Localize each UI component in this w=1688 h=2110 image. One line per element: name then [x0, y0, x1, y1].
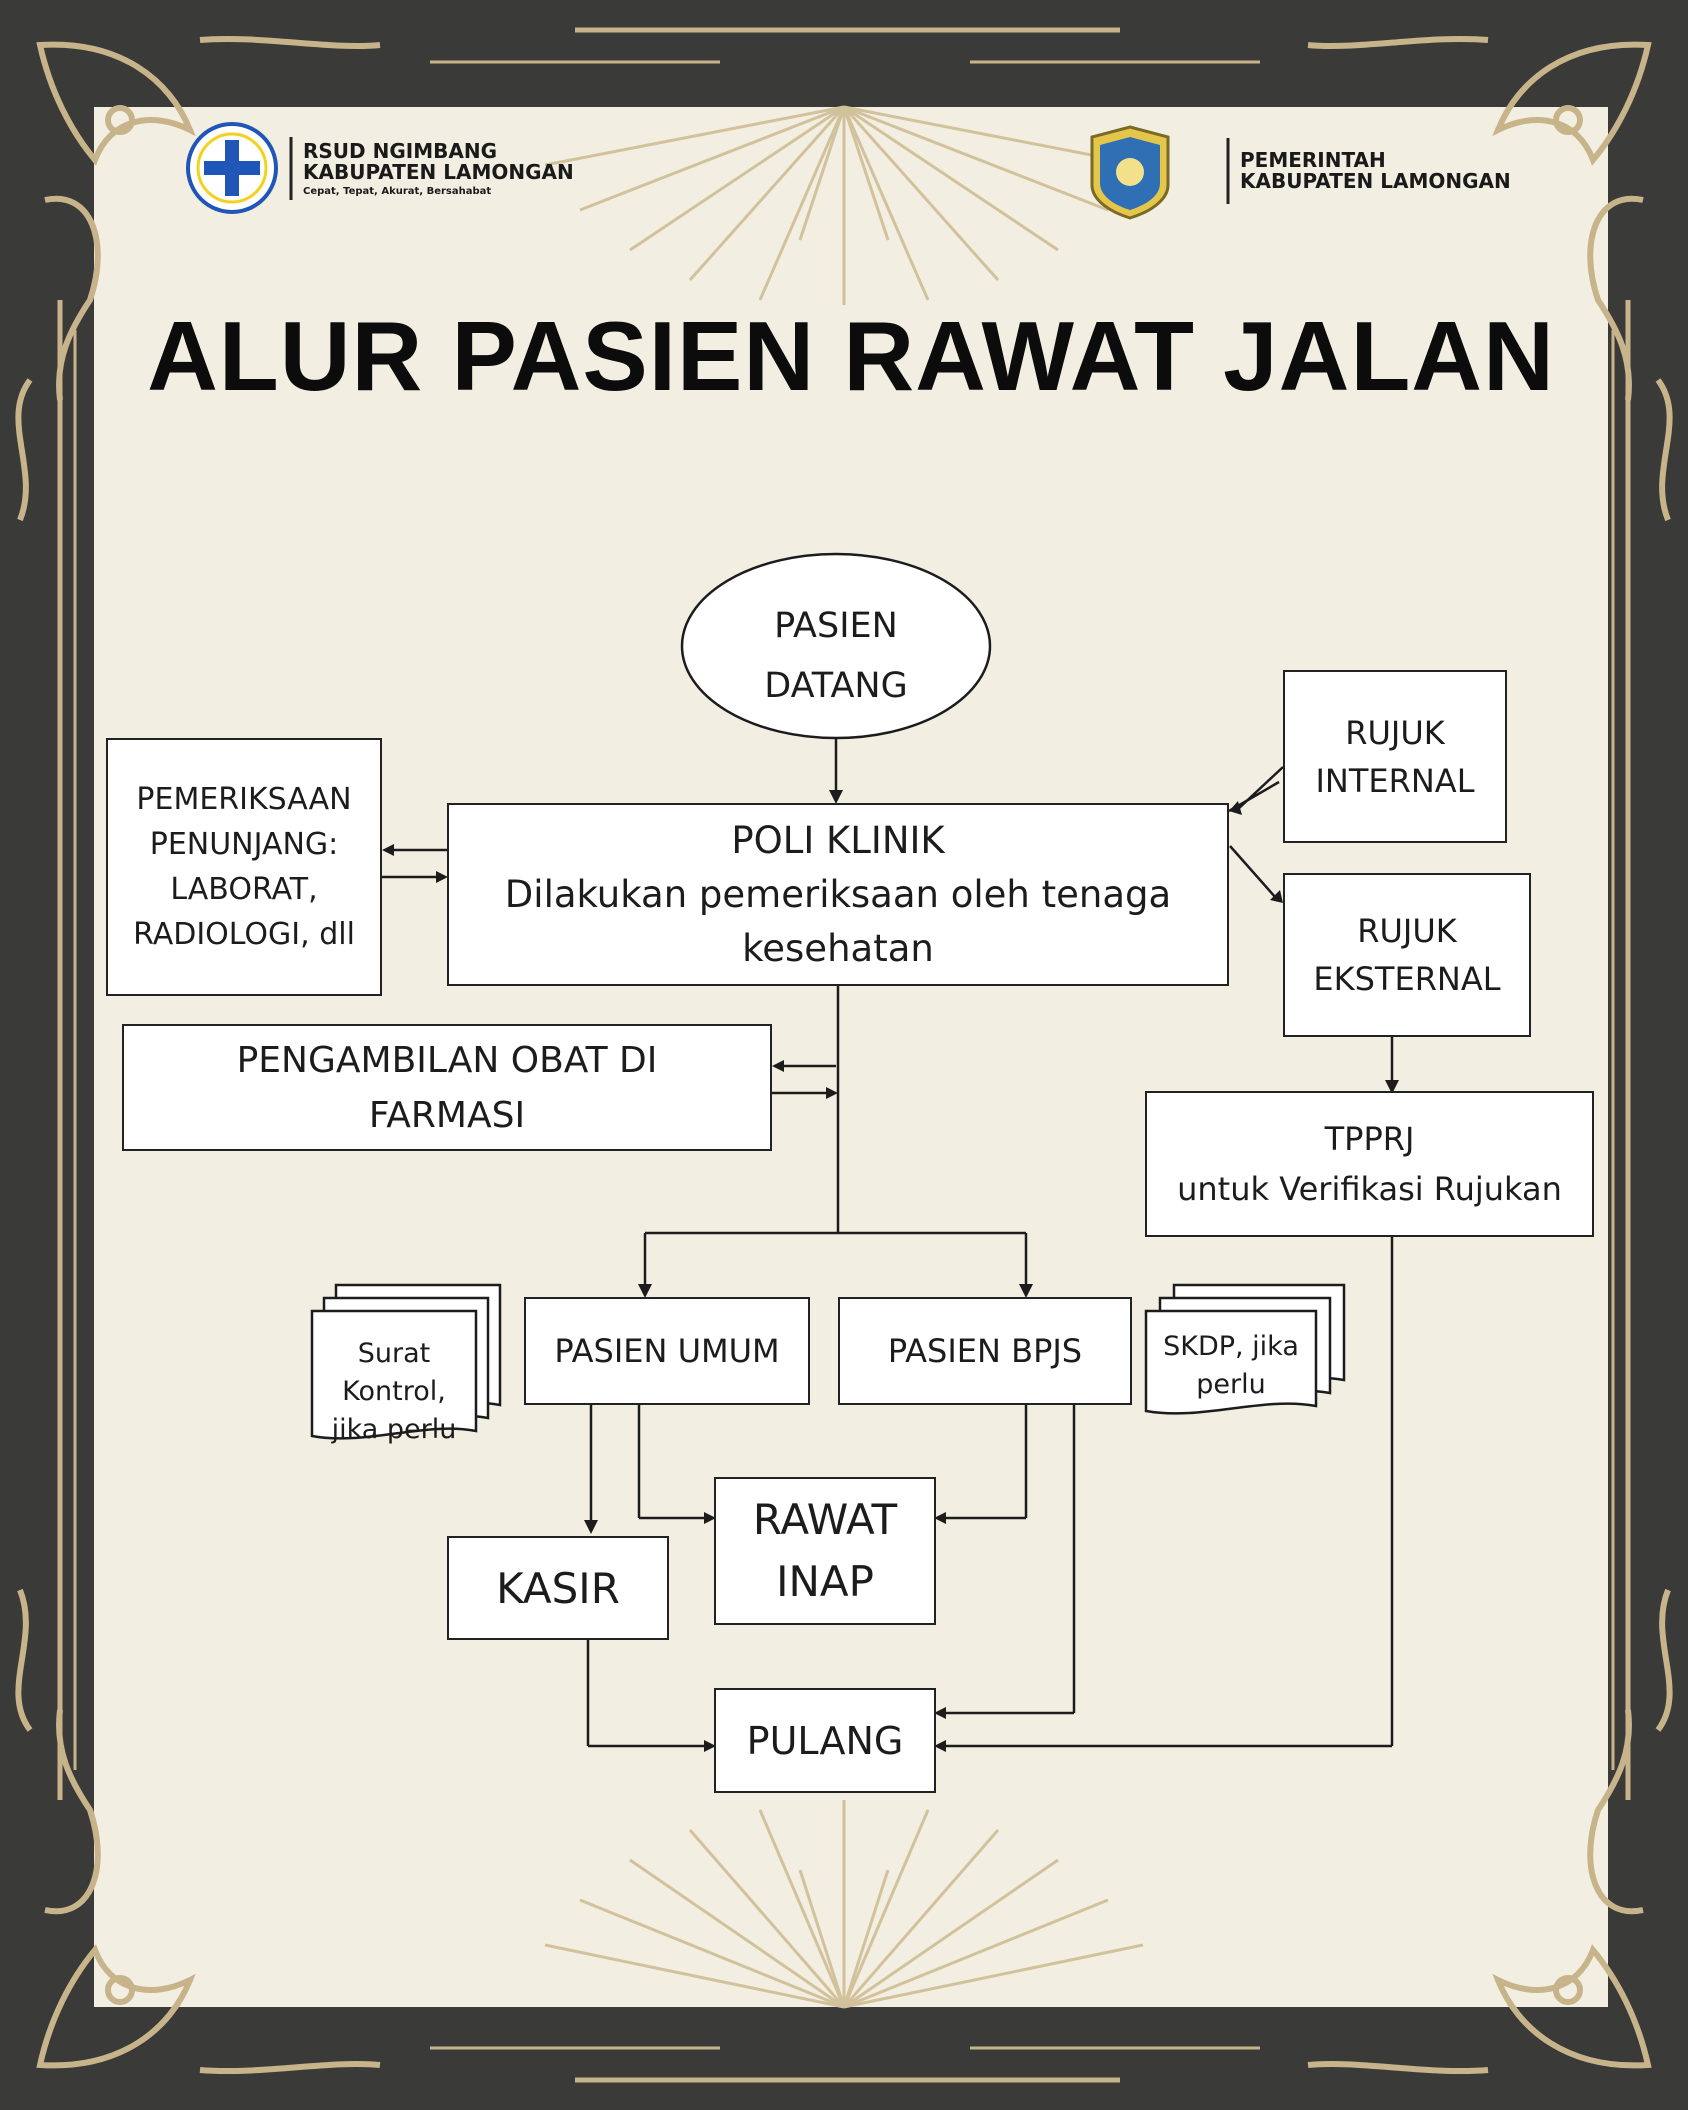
node-farmasi-line1: PENGAMBILAN OBAT DI [236, 1039, 658, 1081]
org-left-name [303, 141, 574, 198]
node-kasir [447, 1536, 669, 1640]
node-pasien-umum [524, 1297, 810, 1405]
doc-left-line2: Kontrol, [342, 1376, 446, 1407]
node-penunjang-line2: PENUNJANG: [149, 827, 339, 862]
node-start-line1: PASIEN [774, 606, 898, 646]
doc-surat-kontrol-label [312, 1335, 476, 1449]
doc-right-line1: SKDP, jika [1163, 1331, 1299, 1362]
node-pasien-umum-label: PASIEN UMUM [554, 1332, 780, 1370]
doc-left-line1: Surat [357, 1338, 431, 1369]
node-poli-desc1: Dilakukan pemeriksaan oleh tenaga [504, 872, 1172, 916]
node-rujuk-eksternal-line1: RUJUK [1357, 912, 1457, 950]
node-penunjang-line1: PEMERIKSAAN [136, 782, 352, 817]
node-penunjang-line4: RADIOLOGI, dll [133, 917, 355, 952]
org-left-line2: KABUPATEN LAMONGAN [303, 160, 574, 184]
page-title: ALUR PASIEN RAWAT JALAN [147, 301, 1555, 411]
org-right-line2: KABUPATEN LAMONGAN [1240, 169, 1511, 193]
node-poli-klinik [447, 803, 1229, 986]
node-tpprj-line1: TPPRJ [1324, 1120, 1415, 1158]
rsud-cross-logo [188, 124, 276, 212]
org-right-name [1240, 150, 1511, 192]
lamongan-regency-shield [1092, 127, 1168, 218]
node-rawat-inap [714, 1477, 936, 1625]
node-rujuk-eksternal-line2: EKSTERNAL [1313, 960, 1501, 998]
node-rujuk-eksternal [1283, 873, 1531, 1037]
doc-right-line2: perlu [1196, 1369, 1266, 1400]
doc-skdp-label [1146, 1328, 1316, 1404]
node-pulang [714, 1688, 936, 1793]
node-farmasi [122, 1024, 772, 1151]
node-poli-title: POLI KLINIK [731, 818, 945, 862]
node-tpprj-line2: untuk Verifikasi Rujukan [1177, 1170, 1562, 1208]
node-kasir-label: KASIR [496, 1563, 620, 1613]
org-left-line1: RSUD NGIMBANG [303, 139, 497, 163]
org-left-tagline: Cepat, Tepat, Akurat, Bersahabat [303, 186, 492, 197]
node-farmasi-line2: FARMASI [368, 1094, 526, 1136]
node-pulang-label: PULANG [746, 1718, 904, 1763]
sunburst-bottom-icon [545, 1800, 1143, 2007]
node-penunjang-line3: LABORAT, [170, 872, 318, 907]
node-rawat-inap-line1: RAWAT [752, 1495, 898, 1544]
node-start-line2: DATANG [764, 666, 908, 706]
node-tpprj [1145, 1091, 1594, 1237]
node-rawat-inap-line2: INAP [776, 1557, 874, 1606]
node-pasien-bpjs [838, 1297, 1132, 1405]
node-rujuk-internal [1283, 670, 1507, 843]
node-poli-desc2: kesehatan [742, 926, 934, 970]
doc-left-line3: jika perlu [331, 1414, 457, 1445]
node-penunjang [106, 738, 382, 996]
node-start-label [700, 596, 972, 716]
org-right-line1: PEMERINTAH [1240, 148, 1386, 172]
node-rujuk-internal-line2: INTERNAL [1315, 761, 1475, 800]
node-rujuk-internal-line1: RUJUK [1345, 713, 1445, 752]
node-pasien-bpjs-label: PASIEN BPJS [887, 1332, 1083, 1370]
sunburst-top-icon [545, 107, 1143, 305]
